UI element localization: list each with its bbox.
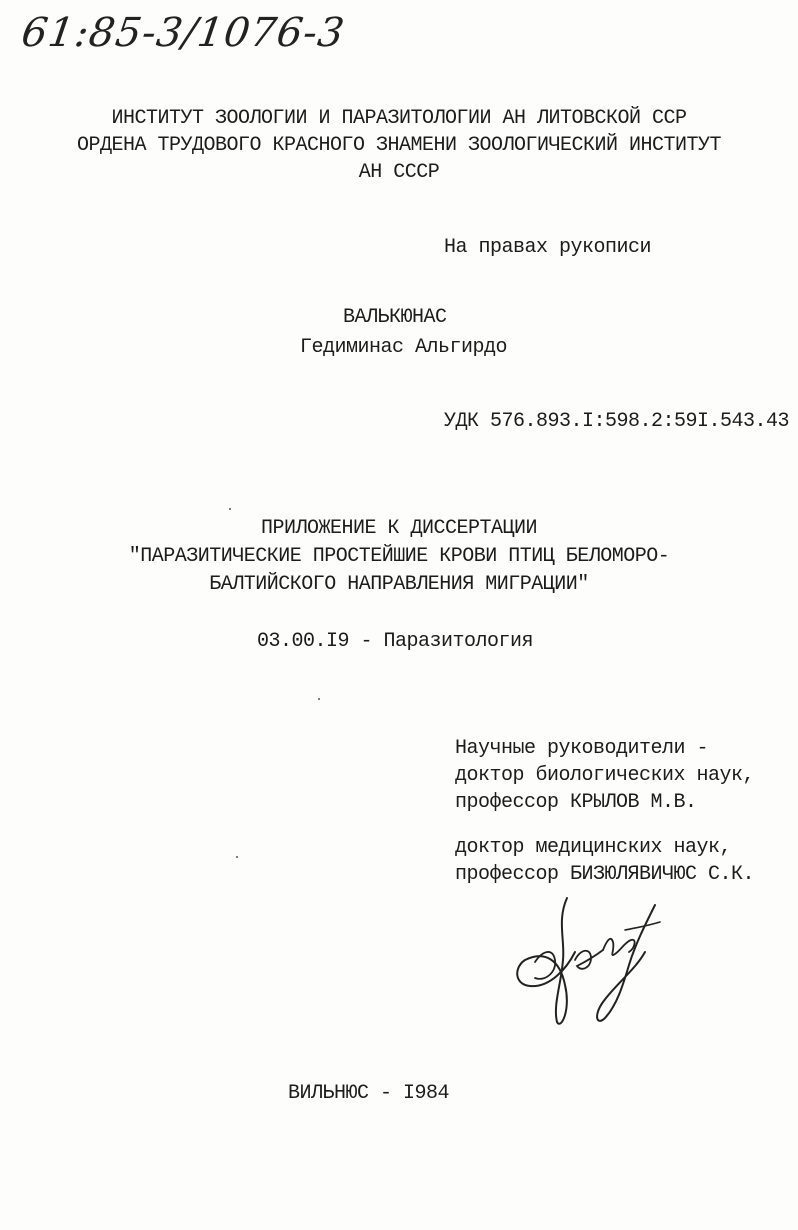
title-line-2: "ПАРАЗИТИЧЕСКИЕ ПРОСТЕЙШИЕ КРОВИ ПТИЦ БЕЛОМОРО- [128,545,670,568]
handwritten-signature [505,890,680,1030]
scan-speck [318,698,320,700]
institution-line-3: АН СССР [358,161,440,184]
scan-speck [229,508,231,510]
scan-speck [236,856,238,858]
udc-code: УДК 576.893.I:598.2:59I.543.43 [444,410,790,433]
institution-line-1: ИНСТИТУТ ЗООЛОГИИ И ПАРАЗИТОЛОГИИ АН ЛИТОВСКОЙ ССР [111,107,687,130]
supervisor-1-degree: доктор биологических наук, [455,764,755,787]
supervisor-1-name: профессор КРЫЛОВ М.В. [455,791,697,814]
archive-reference-handwritten: 61:85-3/1076-3 [18,10,348,56]
specialty-code: 03.00.I9 - Паразитология [257,630,534,653]
manuscript-rights-note: На правах рукописи [444,236,652,259]
title-line-3: БАЛТИЙСКОГО НАПРАВЛЕНИЯ МИГРАЦИИ" [209,573,589,596]
author-surname: ВАЛЬКЮНАС [343,306,447,329]
author-given-names: Гедиминас Альгирдо [300,336,508,359]
supervisors-heading: Научные руководители - [455,737,709,760]
institution-line-2: ОРДЕНА ТРУДОВОГО КРАСНОГО ЗНАМЕНИ ЗООЛОГИЧЕСКИЙ ИНСТИТУТ [76,134,722,157]
title-line-1: ПРИЛОЖЕНИЕ К ДИССЕРТАЦИИ [260,517,538,540]
city-and-year: ВИЛЬНЮС - I984 [288,1082,450,1105]
supervisor-2-degree: доктор медицинских наук, [455,836,732,859]
supervisor-2-name: профессор БИЗЮЛЯВИЧЮС С.К. [455,863,755,886]
